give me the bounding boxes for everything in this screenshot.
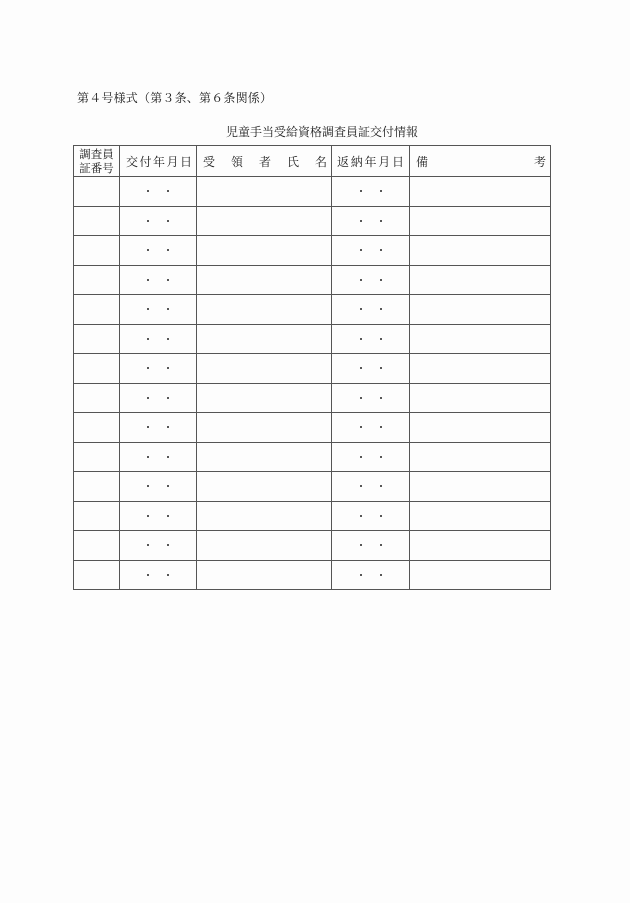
header-char: 者	[258, 154, 271, 169]
dot-icon	[167, 279, 169, 281]
dot-icon	[380, 279, 382, 281]
date-separator-dots	[332, 485, 409, 487]
cell-issue-date[interactable]	[120, 383, 197, 413]
dot-icon	[167, 397, 169, 399]
date-separator-dots	[332, 367, 409, 369]
cell-issue-date[interactable]	[120, 177, 197, 207]
date-separator-dots	[332, 397, 409, 399]
cell-return-date[interactable]	[332, 295, 410, 325]
cell-recipient-name[interactable]	[197, 177, 332, 207]
cell-recipient-name[interactable]	[197, 383, 332, 413]
cell-remarks[interactable]	[410, 206, 551, 236]
cell-recipient-name[interactable]	[197, 442, 332, 472]
cell-id-number[interactable]	[74, 206, 120, 236]
cell-recipient-name[interactable]	[197, 501, 332, 531]
cell-remarks[interactable]	[410, 531, 551, 561]
table-row	[74, 472, 551, 502]
cell-remarks[interactable]	[410, 177, 551, 207]
dot-icon	[380, 485, 382, 487]
cell-remarks[interactable]	[410, 295, 551, 325]
cell-issue-date[interactable]	[120, 472, 197, 502]
dot-icon	[147, 515, 149, 517]
dot-icon	[360, 367, 362, 369]
date-separator-dots	[332, 426, 409, 428]
table-row	[74, 295, 551, 325]
dot-icon	[380, 456, 382, 458]
header-char: 年	[364, 154, 377, 169]
cell-remarks[interactable]	[410, 354, 551, 384]
cell-id-number[interactable]	[74, 531, 120, 561]
date-separator-dots	[120, 544, 196, 546]
dot-icon	[167, 574, 169, 576]
cell-issue-date[interactable]	[120, 206, 197, 236]
dot-icon	[360, 515, 362, 517]
cell-return-date[interactable]	[332, 265, 410, 295]
date-separator-dots	[332, 220, 409, 222]
cell-id-number[interactable]	[74, 236, 120, 266]
date-separator-dots	[120, 456, 196, 458]
date-separator-dots	[120, 485, 196, 487]
date-separator-dots	[120, 190, 196, 192]
date-separator-dots	[120, 574, 196, 576]
cell-recipient-name[interactable]	[197, 295, 332, 325]
dot-icon	[360, 338, 362, 340]
dot-icon	[380, 397, 382, 399]
header-id-line1: 調査員	[79, 147, 114, 161]
cell-return-date[interactable]	[332, 442, 410, 472]
cell-return-date[interactable]	[332, 413, 410, 443]
dot-icon	[360, 220, 362, 222]
cell-id-number[interactable]	[74, 354, 120, 384]
cell-recipient-name[interactable]	[197, 472, 332, 502]
header-char: 返	[337, 154, 350, 169]
date-separator-dots	[332, 574, 409, 576]
cell-return-date[interactable]	[332, 560, 410, 590]
dot-icon	[360, 249, 362, 251]
dot-icon	[360, 574, 362, 576]
dot-icon	[167, 426, 169, 428]
form-number: 第４号様式（第３条、第６条関係）	[77, 91, 273, 105]
header-char: 氏	[286, 154, 299, 169]
date-separator-dots	[120, 515, 196, 517]
cell-id-number[interactable]	[74, 324, 120, 354]
date-separator-dots	[332, 515, 409, 517]
dot-icon	[167, 515, 169, 517]
dot-icon	[167, 367, 169, 369]
cell-return-date[interactable]	[332, 236, 410, 266]
cell-remarks[interactable]	[410, 501, 551, 531]
dot-icon	[380, 515, 382, 517]
header-char: 月	[378, 154, 391, 169]
cell-return-date[interactable]	[332, 354, 410, 384]
dot-icon	[147, 426, 149, 428]
cell-return-date[interactable]	[332, 472, 410, 502]
cell-remarks[interactable]	[410, 442, 551, 472]
table-row	[74, 413, 551, 443]
cell-recipient-name[interactable]	[197, 206, 332, 236]
dot-icon	[167, 456, 169, 458]
dot-icon	[147, 308, 149, 310]
date-separator-dots	[120, 308, 196, 310]
dot-icon	[380, 338, 382, 340]
cell-issue-date[interactable]	[120, 265, 197, 295]
cell-recipient-name[interactable]	[197, 560, 332, 590]
header-issue-date	[120, 146, 197, 177]
dot-icon	[147, 397, 149, 399]
dot-icon	[167, 308, 169, 310]
cell-return-date[interactable]	[332, 501, 410, 531]
header-char: 受	[203, 154, 216, 169]
dot-icon	[167, 338, 169, 340]
cell-recipient-name[interactable]	[197, 236, 332, 266]
dot-icon	[147, 456, 149, 458]
cell-issue-date[interactable]	[120, 413, 197, 443]
date-separator-dots	[120, 279, 196, 281]
header-char: 付	[139, 154, 152, 169]
cell-return-date[interactable]	[332, 206, 410, 236]
dot-icon	[147, 485, 149, 487]
date-separator-dots	[120, 426, 196, 428]
dot-icon	[167, 249, 169, 251]
header-remarks	[410, 146, 551, 177]
dot-icon	[147, 190, 149, 192]
header-char: 考	[533, 154, 546, 169]
cell-remarks[interactable]	[410, 472, 551, 502]
cell-recipient-name[interactable]	[197, 324, 332, 354]
dot-icon	[380, 544, 382, 546]
date-separator-dots	[332, 249, 409, 251]
dot-icon	[380, 220, 382, 222]
cell-return-date[interactable]	[332, 531, 410, 561]
header-id-number	[74, 146, 120, 177]
dot-icon	[167, 485, 169, 487]
cell-id-number[interactable]	[74, 472, 120, 502]
table-row	[74, 560, 551, 590]
cell-remarks[interactable]	[410, 413, 551, 443]
dot-icon	[380, 308, 382, 310]
cell-id-number[interactable]	[74, 560, 120, 590]
document-title: 児童手当受給資格調査員証交付情報	[225, 125, 418, 139]
date-separator-dots	[120, 367, 196, 369]
dot-icon	[380, 190, 382, 192]
header-char: 納	[350, 154, 363, 169]
cell-id-number[interactable]	[74, 383, 120, 413]
table-row	[74, 531, 551, 561]
table-row	[74, 206, 551, 236]
date-separator-dots	[332, 544, 409, 546]
cell-remarks[interactable]	[410, 265, 551, 295]
dot-icon	[380, 249, 382, 251]
dot-icon	[147, 249, 149, 251]
cell-id-number[interactable]	[74, 413, 120, 443]
date-separator-dots	[120, 397, 196, 399]
table-row	[74, 354, 551, 384]
date-separator-dots	[332, 338, 409, 340]
cell-issue-date[interactable]	[120, 442, 197, 472]
cell-remarks[interactable]	[410, 324, 551, 354]
dot-icon	[360, 544, 362, 546]
cell-recipient-name[interactable]	[197, 354, 332, 384]
dot-icon	[380, 367, 382, 369]
date-separator-dots	[332, 190, 409, 192]
date-separator-dots	[332, 279, 409, 281]
date-separator-dots	[120, 220, 196, 222]
cell-recipient-name[interactable]	[197, 413, 332, 443]
cell-return-date[interactable]	[332, 324, 410, 354]
cell-issue-date[interactable]	[120, 236, 197, 266]
table-row	[74, 501, 551, 531]
date-separator-dots	[120, 338, 196, 340]
dot-icon	[167, 220, 169, 222]
dot-icon	[167, 544, 169, 546]
dot-icon	[360, 426, 362, 428]
dot-icon	[147, 279, 149, 281]
cell-return-date[interactable]	[332, 177, 410, 207]
dot-icon	[380, 574, 382, 576]
cell-return-date[interactable]	[332, 383, 410, 413]
table-row	[74, 177, 551, 207]
table-row	[74, 324, 551, 354]
cell-remarks[interactable]	[410, 236, 551, 266]
cell-id-number[interactable]	[74, 501, 120, 531]
dot-icon	[147, 574, 149, 576]
table-row	[74, 265, 551, 295]
dot-icon	[147, 544, 149, 546]
dot-icon	[360, 397, 362, 399]
cell-id-number[interactable]	[74, 177, 120, 207]
cell-issue-date[interactable]	[120, 531, 197, 561]
header-recipient-name	[197, 146, 332, 177]
issuance-table	[73, 145, 551, 590]
header-char: 名	[314, 154, 327, 169]
header-id-line2: 証番号	[79, 161, 114, 175]
header-char: 領	[230, 154, 243, 169]
dot-icon	[380, 426, 382, 428]
table-row	[74, 383, 551, 413]
date-separator-dots	[120, 249, 196, 251]
dot-icon	[147, 338, 149, 340]
cell-id-number[interactable]	[74, 295, 120, 325]
dot-icon	[147, 367, 149, 369]
cell-remarks[interactable]	[410, 383, 551, 413]
header-char: 年	[152, 154, 165, 169]
cell-issue-date[interactable]	[120, 354, 197, 384]
cell-remarks[interactable]	[410, 560, 551, 590]
cell-id-number[interactable]	[74, 265, 120, 295]
cell-recipient-name[interactable]	[197, 265, 332, 295]
header-return-date	[332, 146, 410, 177]
table-row	[74, 236, 551, 266]
dot-icon	[360, 190, 362, 192]
date-separator-dots	[332, 308, 409, 310]
dot-icon	[360, 485, 362, 487]
dot-icon	[360, 279, 362, 281]
cell-issue-date[interactable]	[120, 295, 197, 325]
header-char: 月	[166, 154, 179, 169]
dot-icon	[167, 190, 169, 192]
dot-icon	[147, 220, 149, 222]
dot-icon	[360, 308, 362, 310]
header-char: 日	[179, 154, 192, 169]
header-row	[74, 146, 551, 177]
header-char: 備	[416, 154, 429, 169]
table-row	[74, 442, 551, 472]
date-separator-dots	[332, 456, 409, 458]
cell-issue-date[interactable]	[120, 324, 197, 354]
cell-recipient-name[interactable]	[197, 531, 332, 561]
cell-issue-date[interactable]	[120, 501, 197, 531]
cell-issue-date[interactable]	[120, 560, 197, 590]
header-char: 日	[391, 154, 404, 169]
dot-icon	[360, 456, 362, 458]
header-char: 交	[126, 154, 139, 169]
cell-id-number[interactable]	[74, 442, 120, 472]
